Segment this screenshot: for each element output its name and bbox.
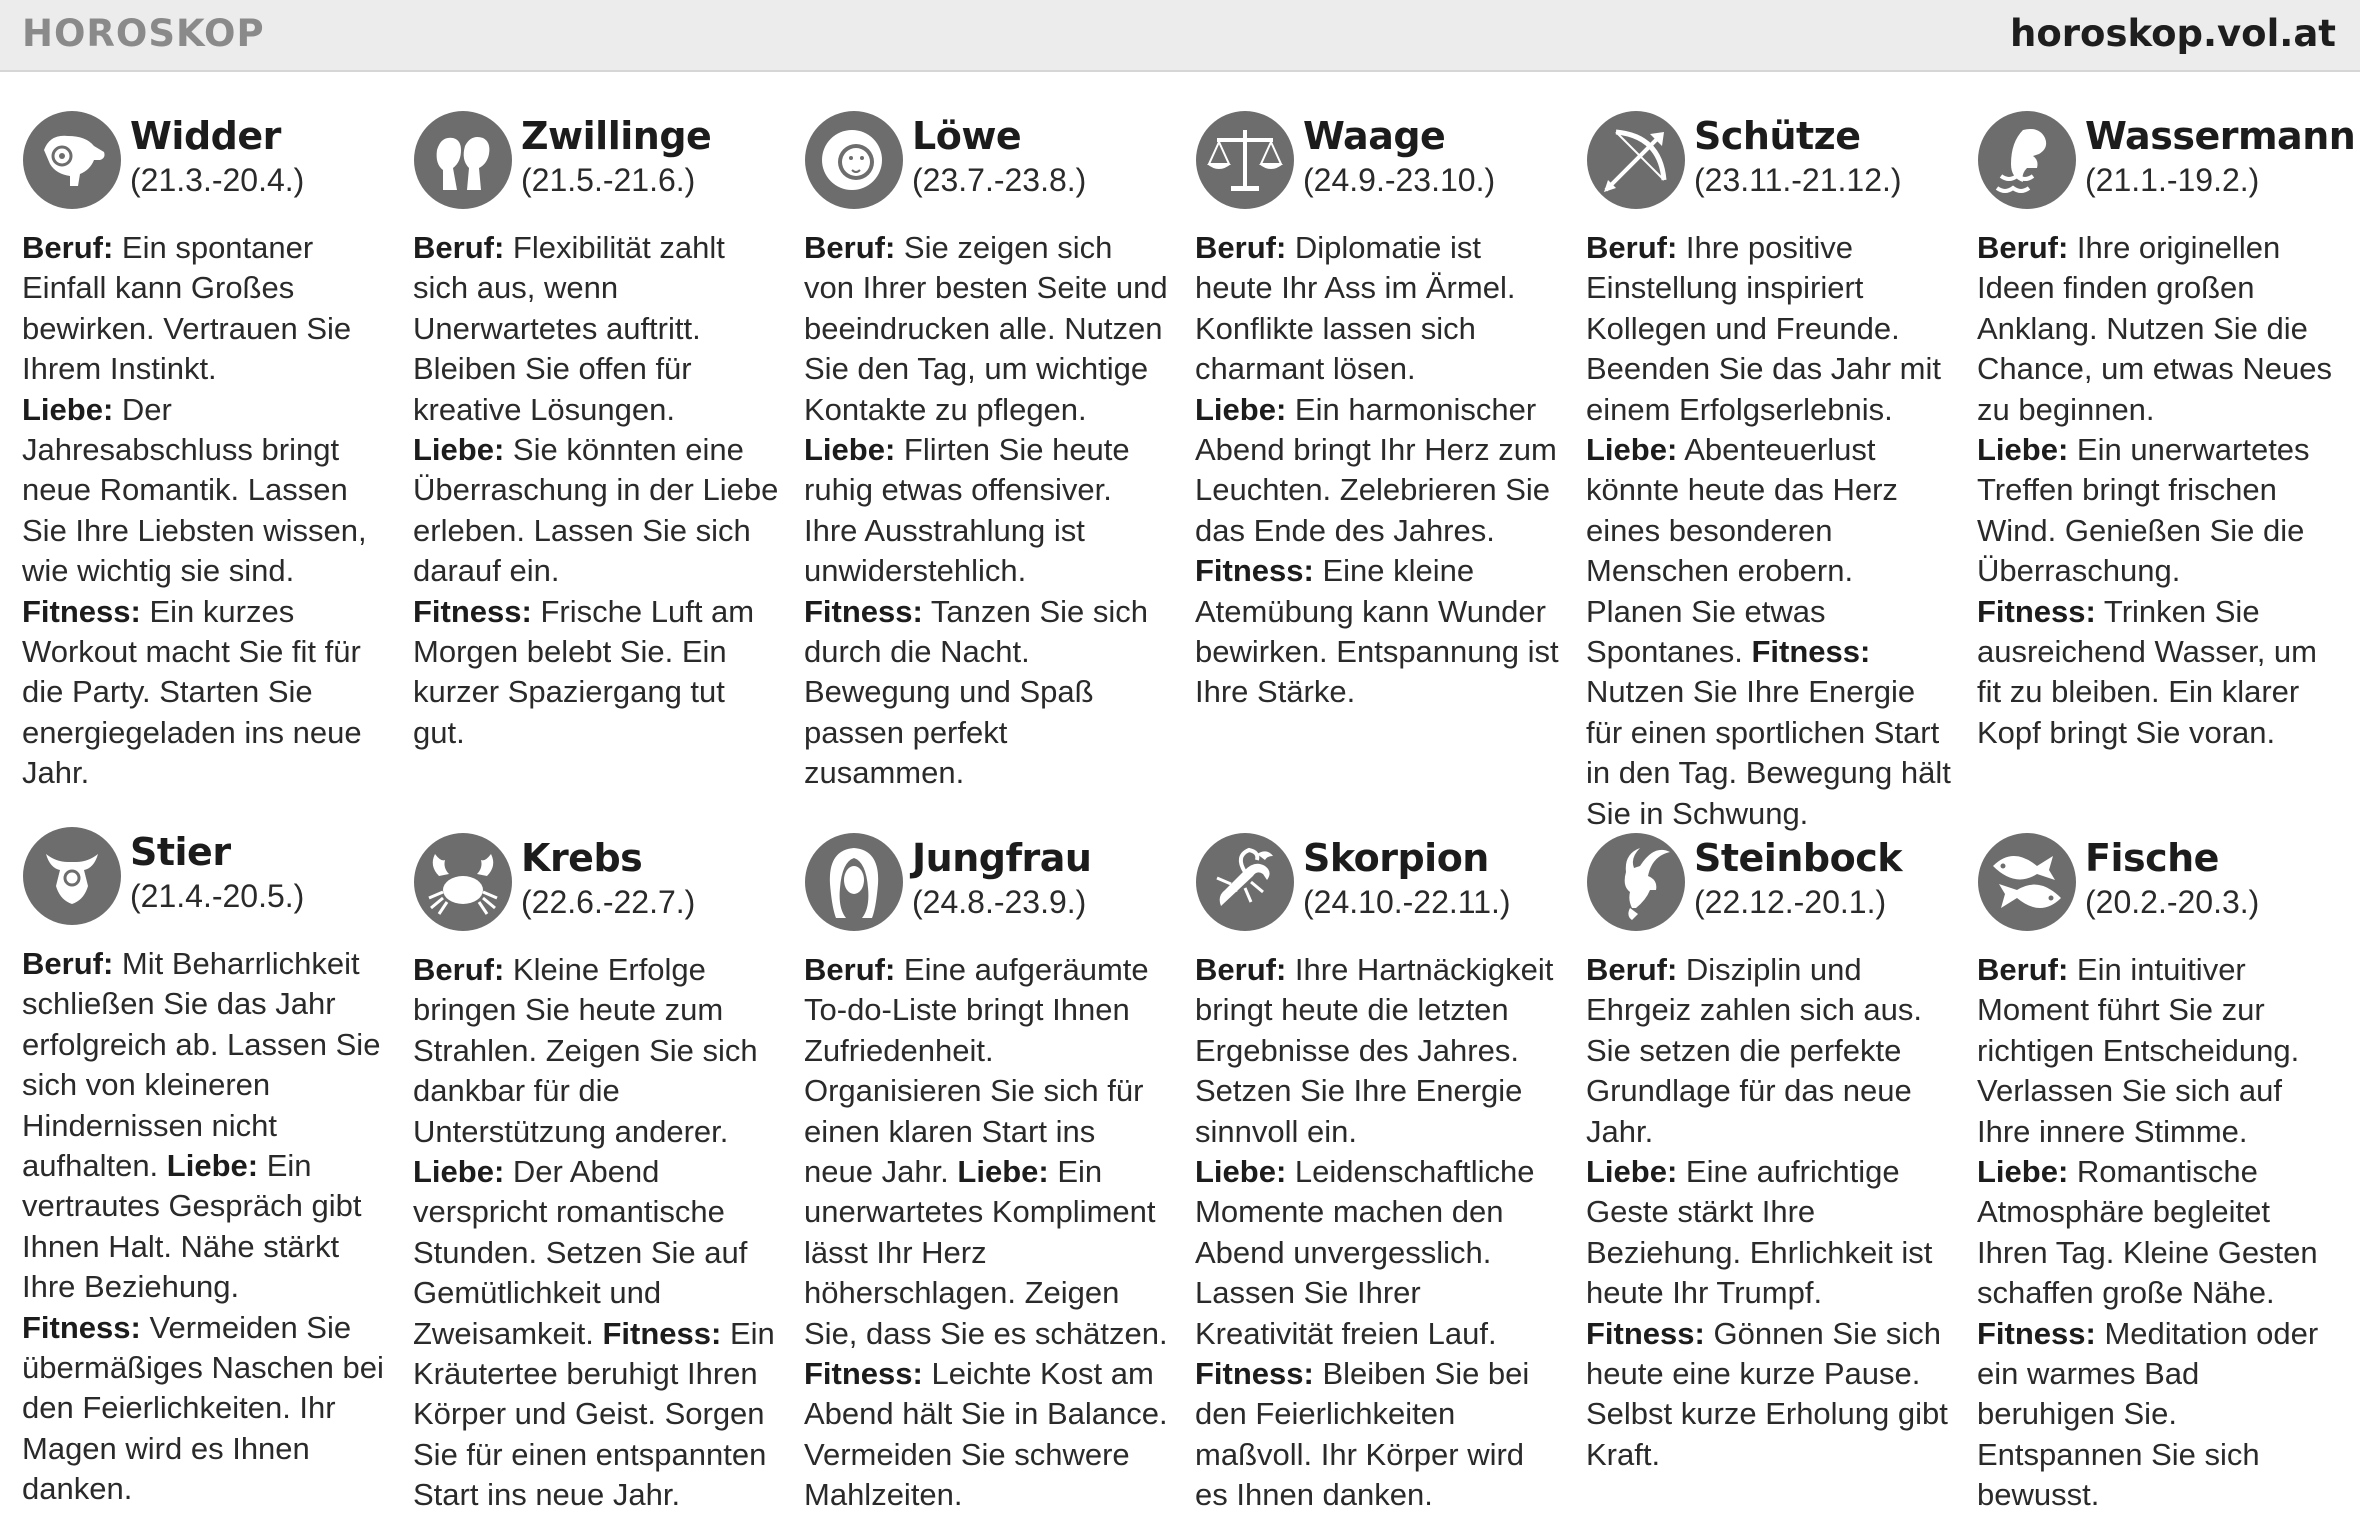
- sign-dates: (20.2.-20.3.): [2085, 884, 2260, 920]
- sign-name: Stier: [130, 830, 231, 874]
- virgin-icon: [804, 832, 904, 932]
- sign-dates: (23.11.-21.12.): [1694, 162, 1902, 198]
- scorpion-icon: [1195, 832, 1295, 932]
- sign-text: Beruf: Ein intuitiver Moment führt Sie zur richtigen Entscheidung. Verlassen Sie sich auf Ihre innere Stimme. Liebe: Romantische Atmosphäre begleitet Ihren Tag. Kleine Gesten schaffen große Nähe. Fitness: Meditation oder ein warmes Bad beruhigen Sie. Entspannen Sie sich bewusst.: [1977, 952, 2319, 1513]
- sign-dates: (22.6.-22.7.): [521, 884, 696, 920]
- sign-text: Beruf: Eine aufgeräumte To-do-Liste bringt Ihnen Zufriedenheit. Organisieren Sie sich für einen klaren Start ins neue Jahr. Liebe: Ein unerwartetes Kompliment lässt Ihr Herz höherschlagen. Zeigen Sie, dass Sie es schätzen. Fitness: Leichte Kost am Abend hält Sie in Balance. Vermeiden Sie schwere Mahlzeiten.: [804, 952, 1168, 1513]
- sign-text: Beruf: Diplomatie ist heute Ihr Ass im Ärmel. Konflikte lassen sich charmant lösen. Liebe: Ein harmonischer Abend bringt Ihr Herz zum Leuchten. Zelebrieren Sie das Ende des Jahres. Fitness: Eine kleine Atemübung kann Wunder bewirken. Entspannung ist Ihre Stärke.: [1195, 230, 1559, 710]
- sign-name: Schütze: [1694, 114, 1861, 158]
- sign-dates: (21.3.-20.4.): [130, 162, 305, 198]
- sign-name: Wassermann: [2085, 114, 2356, 158]
- lion-icon: [804, 110, 904, 210]
- sign-dates: (22.12.-20.1.): [1694, 884, 1887, 920]
- sign-name: Waage: [1303, 114, 1446, 158]
- twins-icon: [413, 110, 513, 210]
- sign-name: Widder: [130, 114, 281, 158]
- sign-dates: (21.5.-21.6.): [521, 162, 696, 198]
- sign-name: Zwillinge: [521, 114, 712, 158]
- sign-name: Steinbock: [1694, 836, 1902, 880]
- water-bearer-icon: [1977, 110, 2077, 210]
- fish-icon: [1977, 832, 2077, 932]
- sign-text: Beruf: Flexibilität zahlt sich aus, wenn Unerwartetes auftritt. Bleiben Sie offen für kreative Lösungen. Liebe: Sie könnten eine Überraschung in der Liebe erleben. Lassen Sie sich darauf ein. Fitness: Frische Luft am Morgen belebt Sie. Ein kurzer Spaziergang tut gut.: [413, 230, 779, 750]
- bull-icon: [22, 826, 122, 926]
- scales-icon: [1195, 110, 1295, 210]
- sign-text: Beruf: Ein spontaner Einfall kann Großes bewirken. Vertrauen Sie Ihrem Instinkt. Liebe: Der Jahresabschluss bringt neue Romantik. Lassen Sie Ihre Liebsten wissen, wie wichtig sie sind. Fitness: Ein kurzes Workout macht Sie fit für die Party. Starten Sie energiegeladen ins neue Jahr.: [22, 230, 367, 791]
- page-header: [0, 0, 2360, 72]
- sign-dates: (24.9.-23.10.): [1303, 162, 1496, 198]
- sign-dates: (24.10.-22.11.): [1303, 884, 1511, 920]
- sign-text: Beruf: Mit Beharrlichkeit schließen Sie das Jahr erfolgreich ab. Lassen Sie sich von kleineren Hindernissen nicht aufhalten. Liebe: Ein vertrautes Gespräch gibt Ihnen Halt. Nähe stärkt Ihre Beziehung. Fitness: Vermeiden Sie übermäßiges Naschen bei den Feierlichkeiten. Ihr Magen wird es Ihnen danken.: [22, 946, 384, 1507]
- sign-text: Beruf: Sie zeigen sich von Ihrer besten Seite und beeindrucken alle. Nutzen Sie den Tag, um wichtige Kontakte zu pflegen. Liebe: Flirten Sie heute ruhig etwas offensiver. Ihre Ausstrahlung ist unwiderstehlich. Fitness: Tanzen Sie sich durch die Nacht. Bewegung und Spaß passen perfekt zusammen.: [804, 230, 1168, 791]
- archer-icon: [1586, 110, 1686, 210]
- sign-name: Skorpion: [1303, 836, 1489, 880]
- sign-dates: (24.8.-23.9.): [912, 884, 1087, 920]
- site-url[interactable]: horoskop.vol.at: [2010, 12, 2336, 55]
- sign-text: Beruf: Ihre Hartnäckigkeit bringt heute die letzten Ergebnisse des Jahres. Setzen Sie Ihre Energie sinnvoll ein. Liebe: Leidenschaftliche Momente machen den Abend unvergesslich. Lassen Sie Ihrer Kreativität freien Lauf. Fitness: Bleiben Sie bei den Feierlichkeiten maßvoll. Ihr Körper wird es Ihnen danken.: [1195, 952, 1554, 1513]
- sign-text: Beruf: Kleine Erfolge bringen Sie heute zum Strahlen. Zeigen Sie sich dankbar für die Unterstützung anderer. Liebe: Der Abend verspricht romantische Stunden. Setzen Sie auf Gemütlichkeit und Zweisamkeit. Fitness: Ein Kräutertee beruhigt Ihren Körper und Geist. Sorgen Sie für einen entspannten Start ins neue Jahr.: [413, 952, 775, 1513]
- sign-text: Beruf: Ihre originellen Ideen finden großen Anklang. Nutzen Sie die Chance, um etwas Neues zu beginnen. Liebe: Ein unerwartetes Treffen bringt frischen Wind. Genießen Sie die Überraschung. Fitness: Trinken Sie ausreichend Wasser, um fit zu bleiben. Ein klarer Kopf bringt Sie voran.: [1977, 230, 2332, 750]
- sign-dates: (21.4.-20.5.): [130, 878, 305, 914]
- sign-name: Jungfrau: [912, 836, 1092, 880]
- sign-name: Löwe: [912, 114, 1022, 158]
- sign-text: Beruf: Ihre positive Einstellung inspiriert Kollegen und Freunde. Beenden Sie das Jahr mit einem Erfolgserlebnis. Liebe: Abenteuerlust könnte heute das Herz eines besonderen Menschen erobern. Planen Sie etwas Spontanes. Fitness: Nutzen Sie Ihre Energie für einen sportlichen Start in den Tag. Bewegung hält Sie in Schwung.: [1586, 230, 1951, 831]
- sign-name: Krebs: [521, 836, 643, 880]
- section-title: HOROSKOP: [22, 12, 265, 55]
- goat-icon: [1586, 832, 1686, 932]
- sign-dates: (23.7.-23.8.): [912, 162, 1087, 198]
- ram-icon: [22, 110, 122, 210]
- horoscope-grid: [0, 70, 2360, 1531]
- sign-text: Beruf: Disziplin und Ehrgeiz zahlen sich aus. Sie setzen die perfekte Grundlage für das neue Jahr. Liebe: Eine aufrichtige Geste stärkt Ihre Beziehung. Ehrlichkeit ist heute Ihr Trumpf. Fitness: Gönnen Sie sich heute eine kurze Pause. Selbst kurze Erholung gibt Kraft.: [1586, 952, 1948, 1472]
- crab-icon: [413, 832, 513, 932]
- sign-name: Fische: [2085, 836, 2219, 880]
- sign-dates: (21.1.-19.2.): [2085, 162, 2260, 198]
